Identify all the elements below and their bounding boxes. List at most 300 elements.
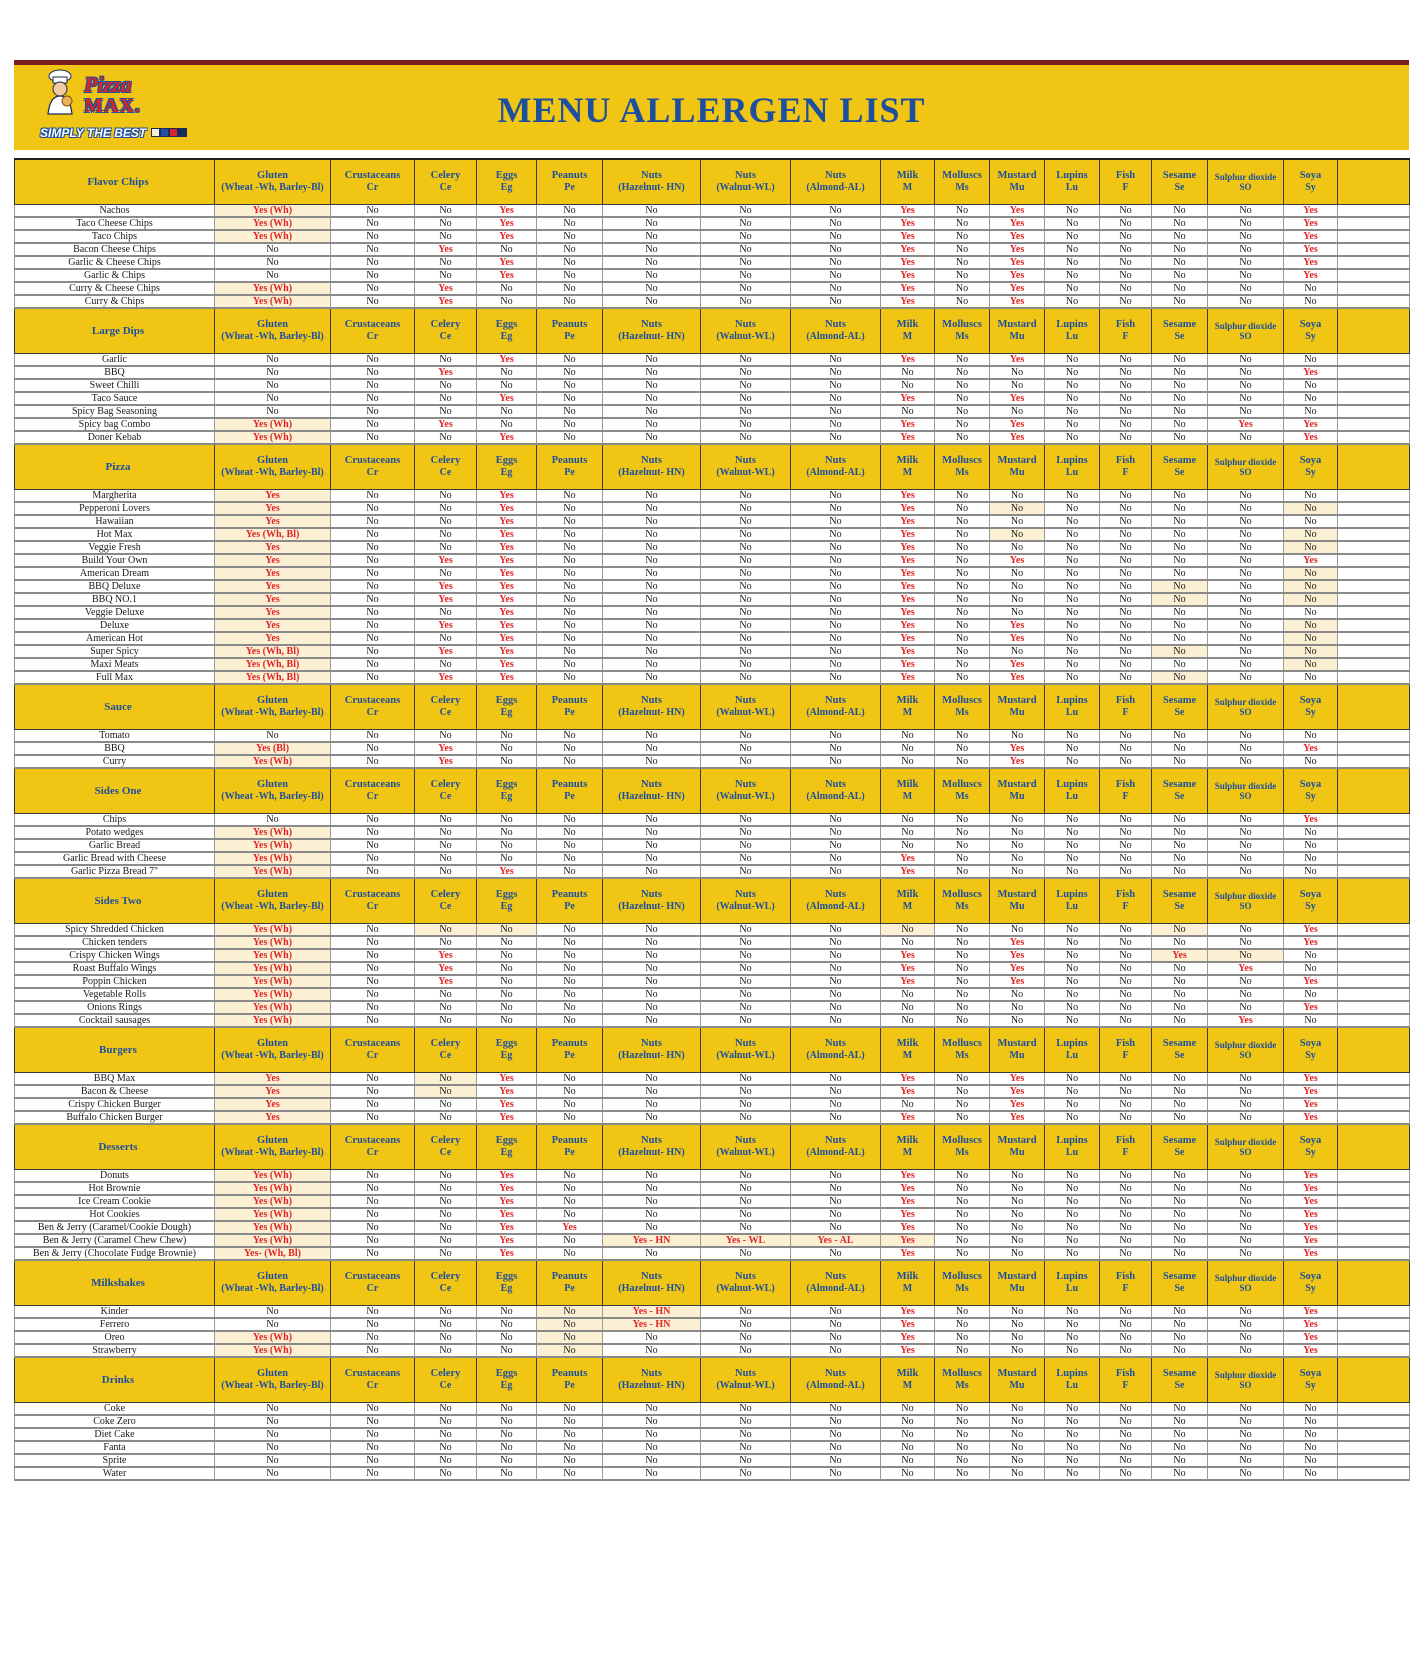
row-spacer (1338, 1169, 1410, 1182)
allergen-cell: No (1045, 826, 1100, 839)
section-title: Large Dips (15, 308, 215, 353)
allergen-cell: No (1045, 1467, 1100, 1480)
column-header-code: Lu (1065, 1283, 1079, 1295)
allergen-cell: No (990, 1344, 1045, 1357)
column-header (1284, 878, 1338, 923)
row-spacer (1338, 1415, 1410, 1428)
allergen-cell: No (701, 515, 791, 528)
item-name: American Hot (15, 632, 215, 645)
column-header-main: Sulphur dioxide (1214, 1272, 1277, 1283)
allergen-cell: No (603, 729, 701, 742)
allergen-cell: No (881, 1014, 935, 1027)
column-header-code: (Hazelnut- HN) (618, 707, 685, 719)
allergen-cell: Yes (Wh) (215, 1208, 331, 1221)
allergen-cell: No (701, 1208, 791, 1221)
allergen-cell: Yes (Wh, Bl) (215, 671, 331, 684)
item-name: Garlic Pizza Bread 7" (15, 865, 215, 878)
column-header-code: Se (1174, 331, 1185, 343)
allergen-cell: No (935, 1195, 990, 1208)
allergen-cell: No (701, 243, 791, 256)
allergen-cell: No (1100, 658, 1152, 671)
allergen-cell: No (477, 1305, 537, 1318)
column-header-main: Peanuts (551, 319, 588, 331)
allergen-cell: No (1152, 619, 1208, 632)
allergen-cell: No (701, 502, 791, 515)
allergen-cell: No (1208, 936, 1284, 949)
allergen-cell: Yes (215, 593, 331, 606)
item-name: Full Max (15, 671, 215, 684)
allergen-cell: No (1208, 379, 1284, 392)
allergen-cell: No (935, 936, 990, 949)
allergen-cell: No (1100, 1111, 1152, 1124)
allergen-cell: No (331, 606, 415, 619)
allergen-cell: Yes (477, 619, 537, 632)
column-header-main: Nuts (734, 1368, 756, 1380)
allergen-cell: No (1152, 1001, 1208, 1014)
allergen-cell: No (415, 567, 477, 580)
column-header-main: Peanuts (551, 779, 588, 791)
allergen-cell: No (791, 671, 881, 684)
allergen-cell: No (1152, 256, 1208, 269)
table-row (15, 619, 1410, 632)
header-spacer (1338, 878, 1410, 923)
row-spacer (1338, 431, 1410, 444)
column-header-code: Eg (500, 901, 513, 913)
column-header-main: Eggs (495, 1038, 518, 1050)
allergen-cell: No (1208, 1169, 1284, 1182)
column-header-code: Lu (1065, 331, 1079, 343)
allergen-cell: No (1208, 353, 1284, 366)
allergen-cell: No (537, 528, 603, 541)
allergen-cell: No (701, 658, 791, 671)
column-header (477, 1027, 537, 1072)
allergen-cell: No (603, 217, 701, 230)
allergen-cell: No (215, 392, 331, 405)
allergen-cell: No (331, 256, 415, 269)
column-header-code: (Hazelnut- HN) (618, 331, 685, 343)
allergen-cell: No (537, 645, 603, 658)
allergen-cell: No (1100, 1441, 1152, 1454)
allergen-cell: No (1100, 1454, 1152, 1467)
allergen-cell: No (537, 580, 603, 593)
column-header (701, 1027, 791, 1072)
column-header (477, 159, 537, 204)
allergen-cell: No (603, 392, 701, 405)
allergen-cell: No (1100, 1234, 1152, 1247)
table-row (15, 755, 1410, 768)
item-name: Ice Cream Cookie (15, 1195, 215, 1208)
allergen-cell: No (701, 1111, 791, 1124)
allergen-cell: No (701, 1169, 791, 1182)
allergen-cell: No (1152, 936, 1208, 949)
column-header-code: Mu (1009, 331, 1025, 343)
allergen-cell: No (791, 1221, 881, 1234)
allergen-cell: No (1100, 813, 1152, 826)
allergen-cell: Yes (881, 632, 935, 645)
row-spacer (1338, 217, 1410, 230)
allergen-cell: No (791, 502, 881, 515)
allergen-cell: No (415, 217, 477, 230)
column-header-code: Ce (439, 1380, 452, 1392)
allergen-cell: No (415, 1072, 477, 1085)
allergen-cell: Yes (881, 1085, 935, 1098)
column-header-main: Gluten (257, 779, 288, 791)
allergen-cell: No (537, 813, 603, 826)
allergen-cell: No (537, 606, 603, 619)
allergen-cell: Yes (1152, 949, 1208, 962)
allergen-cell: No (1208, 567, 1284, 580)
allergen-cell: Yes (990, 632, 1045, 645)
allergen-cell: No (1100, 936, 1152, 949)
row-spacer (1338, 282, 1410, 295)
column-header-main: Mustard (997, 1271, 1037, 1283)
row-spacer (1338, 1182, 1410, 1195)
column-header-code: Eg (500, 1380, 513, 1392)
allergen-cell: No (537, 515, 603, 528)
allergen-cell: No (1100, 269, 1152, 282)
allergen-cell: No (791, 839, 881, 852)
allergen-cell: No (1152, 975, 1208, 988)
allergen-cell: No (791, 528, 881, 541)
allergen-cell: No (701, 1428, 791, 1441)
allergen-cell: No (1208, 1195, 1284, 1208)
column-header-main: Fish (1115, 695, 1136, 707)
allergen-cell: Yes (Wh, Bl) (215, 645, 331, 658)
allergen-cell: No (1284, 755, 1338, 768)
allergen-cell: No (477, 1428, 537, 1441)
allergen-cell: No (791, 826, 881, 839)
allergen-cell: Yes (215, 502, 331, 515)
header-spacer (1338, 308, 1410, 353)
allergen-cell: Yes (477, 645, 537, 658)
allergen-cell: No (1152, 204, 1208, 217)
column-header-code: Pe (564, 467, 575, 479)
allergen-cell: No (1100, 923, 1152, 936)
column-header-main: Nuts (824, 695, 846, 707)
allergen-cell: Yes (477, 269, 537, 282)
allergen-cell: No (881, 839, 935, 852)
allergen-cell: No (415, 353, 477, 366)
allergen-cell: No (1284, 962, 1338, 975)
allergen-cell: No (1208, 1318, 1284, 1331)
allergen-cell: No (1152, 1402, 1208, 1415)
table-row (15, 923, 1410, 936)
allergen-cell: No (1045, 1182, 1100, 1195)
allergen-cell: No (331, 502, 415, 515)
allergen-cell: Yes (215, 1111, 331, 1124)
column-header (537, 878, 603, 923)
column-header (1045, 1260, 1100, 1305)
allergen-cell: Yes (881, 606, 935, 619)
allergen-cell: Yes (881, 1195, 935, 1208)
allergen-cell: No (701, 418, 791, 431)
column-header-code: Ce (439, 331, 452, 343)
allergen-cell: No (791, 243, 881, 256)
column-header-main: Nuts (734, 319, 756, 331)
column-header (881, 878, 935, 923)
allergen-cell: No (1208, 1467, 1284, 1480)
column-header (477, 768, 537, 813)
allergen-cell: No (701, 295, 791, 308)
allergen-cell: No (1208, 813, 1284, 826)
column-header-code: Sy (1305, 331, 1316, 343)
allergen-cell: No (537, 243, 603, 256)
column-header (1152, 159, 1208, 204)
row-spacer (1338, 580, 1410, 593)
column-header-main: Milk (896, 455, 919, 467)
column-header (477, 308, 537, 353)
allergen-cell: No (701, 1318, 791, 1331)
allergen-cell: No (331, 1072, 415, 1085)
column-header-code: (Almond-AL) (806, 1050, 865, 1062)
allergen-cell: No (1045, 418, 1100, 431)
allergen-cell: No (701, 813, 791, 826)
allergen-cell: No (477, 295, 537, 308)
allergen-cell: No (935, 392, 990, 405)
allergen-cell: No (791, 593, 881, 606)
allergen-cell: No (603, 1428, 701, 1441)
column-header-code: M (902, 1283, 913, 1295)
allergen-cell: No (791, 489, 881, 502)
column-header-main: Nuts (824, 889, 846, 901)
allergen-cell: No (331, 230, 415, 243)
allergen-cell: Yes (881, 269, 935, 282)
column-header-code: F (1122, 331, 1129, 343)
allergen-cell: Yes (881, 1182, 935, 1195)
column-header-main: Crustaceans (344, 170, 401, 182)
allergen-cell: No (990, 1221, 1045, 1234)
column-header-main: Fish (1115, 1135, 1136, 1147)
column-header-code: Cr (366, 1380, 379, 1392)
column-header-main: Nuts (734, 779, 756, 791)
allergen-cell: No (1045, 962, 1100, 975)
column-header (1284, 159, 1338, 204)
column-header-main: Molluscs (942, 1368, 982, 1380)
column-header-code: (Wheat -Wh, Barley-Bl) (221, 182, 324, 194)
allergen-cell: No (415, 988, 477, 1001)
allergen-cell: No (1208, 1331, 1284, 1344)
allergen-cell: Yes (990, 742, 1045, 755)
allergen-cell: Yes - AL (791, 1234, 881, 1247)
column-header (415, 1357, 477, 1402)
allergen-cell: No (1284, 1014, 1338, 1027)
allergen-cell: Yes (477, 658, 537, 671)
allergen-cell: No (1152, 230, 1208, 243)
column-header-code: M (902, 467, 913, 479)
column-header-code: SO (1239, 1282, 1252, 1293)
allergen-cell: Yes (990, 755, 1045, 768)
column-header-main: Milk (896, 319, 919, 331)
column-header-main: Nuts (734, 889, 756, 901)
column-header (415, 1124, 477, 1169)
allergen-cell: Yes (477, 593, 537, 606)
table-row (15, 282, 1410, 295)
allergen-cell: No (1152, 1169, 1208, 1182)
row-spacer (1338, 230, 1410, 243)
allergen-cell: No (603, 593, 701, 606)
allergen-cell: No (415, 1234, 477, 1247)
allergen-cell: No (537, 230, 603, 243)
column-header (1284, 684, 1338, 729)
allergen-cell: No (331, 243, 415, 256)
allergen-cell: Yes - HN (603, 1305, 701, 1318)
allergen-cell: No (1208, 1072, 1284, 1085)
allergen-cell: Yes (415, 742, 477, 755)
allergen-cell: No (701, 619, 791, 632)
column-header-main: Sulphur dioxide (1214, 320, 1277, 331)
column-header-main: Lupins (1056, 1271, 1088, 1283)
table-row (15, 1234, 1410, 1247)
allergen-cell: Yes (881, 1305, 935, 1318)
column-header (791, 308, 881, 353)
column-header-code: Sy (1305, 182, 1316, 194)
table-row (15, 852, 1410, 865)
allergen-cell: No (1152, 580, 1208, 593)
allergen-cell: No (1284, 632, 1338, 645)
allergen-cell: No (1152, 671, 1208, 684)
column-header (1208, 1027, 1284, 1072)
column-header-code: Pe (564, 1380, 575, 1392)
allergen-cell: No (1152, 1441, 1208, 1454)
row-spacer (1338, 936, 1410, 949)
item-name: Diet Cake (15, 1428, 215, 1441)
allergen-cell: Yes (881, 852, 935, 865)
column-header-main: Gluten (257, 889, 288, 901)
allergen-cell: No (415, 405, 477, 418)
column-header (1284, 1124, 1338, 1169)
row-spacer (1338, 949, 1410, 962)
column-header (1152, 1357, 1208, 1402)
column-header (701, 1260, 791, 1305)
allergen-cell: No (701, 230, 791, 243)
header-spacer (1338, 444, 1410, 489)
allergen-cell: Yes (415, 619, 477, 632)
allergen-cell: No (1045, 606, 1100, 619)
allergen-cell: No (791, 606, 881, 619)
allergen-cell: No (415, 1182, 477, 1195)
allergen-cell: Yes (881, 1318, 935, 1331)
header-spacer (1338, 1357, 1410, 1402)
column-header (1208, 159, 1284, 204)
allergen-cell: No (331, 1428, 415, 1441)
allergen-cell: No (1100, 1169, 1152, 1182)
allergen-cell: No (1208, 1344, 1284, 1357)
allergen-cell: No (331, 593, 415, 606)
allergen-cell: No (990, 1234, 1045, 1247)
allergen-cell: No (791, 405, 881, 418)
allergen-cell: Yes (Wh) (215, 230, 331, 243)
column-header (1100, 1260, 1152, 1305)
column-header (537, 444, 603, 489)
allergen-cell: No (415, 392, 477, 405)
column-header (701, 878, 791, 923)
allergen-cell: No (477, 1331, 537, 1344)
column-header (477, 1260, 537, 1305)
allergen-cell: No (1284, 852, 1338, 865)
allergen-cell: No (881, 366, 935, 379)
allergen-cell: No (415, 1221, 477, 1234)
allergen-cell: No (1100, 1318, 1152, 1331)
allergen-cell: No (1100, 230, 1152, 243)
table-row (15, 1318, 1410, 1331)
allergen-cell: No (701, 580, 791, 593)
item-name: Ferrero (15, 1318, 215, 1331)
allergen-cell: No (477, 852, 537, 865)
allergen-cell: No (215, 1454, 331, 1467)
column-header-main: Sulphur dioxide (1214, 171, 1277, 182)
allergen-cell: No (1152, 295, 1208, 308)
allergen-cell: No (1100, 580, 1152, 593)
allergen-cell: No (1045, 1001, 1100, 1014)
column-header-main: Mustard (997, 1135, 1037, 1147)
allergen-cell: No (415, 813, 477, 826)
allergen-cell: No (990, 366, 1045, 379)
column-header-main: Mustard (997, 779, 1037, 791)
row-spacer (1338, 366, 1410, 379)
table-row (15, 418, 1410, 431)
allergen-cell: No (935, 1085, 990, 1098)
allergen-cell: No (215, 729, 331, 742)
header-spacer (1338, 768, 1410, 813)
allergen-cell: No (1100, 645, 1152, 658)
column-header (701, 768, 791, 813)
allergen-cell: Yes (1284, 1318, 1338, 1331)
allergen-cell: No (791, 1001, 881, 1014)
allergen-cell: No (537, 1318, 603, 1331)
allergen-cell: No (881, 1441, 935, 1454)
column-header-main: Mustard (997, 319, 1037, 331)
item-name: American Dream (15, 567, 215, 580)
allergen-cell: No (990, 567, 1045, 580)
row-spacer (1338, 1331, 1410, 1344)
allergen-cell: Yes - WL (701, 1234, 791, 1247)
column-header-main: Eggs (495, 1368, 518, 1380)
allergen-cell: No (701, 282, 791, 295)
allergen-cell: No (331, 515, 415, 528)
allergen-cell: No (791, 366, 881, 379)
column-header-main: Lupins (1056, 695, 1088, 707)
allergen-cell: Yes (477, 554, 537, 567)
column-header (603, 1357, 701, 1402)
column-header (935, 308, 990, 353)
allergen-cell: No (537, 554, 603, 567)
column-header (881, 1124, 935, 1169)
allergen-cell: No (935, 755, 990, 768)
column-header (990, 1124, 1045, 1169)
allergen-cell: No (331, 1454, 415, 1467)
allergen-cell: Yes (1284, 975, 1338, 988)
allergen-cell: No (603, 936, 701, 949)
item-name: Garlic Bread (15, 839, 215, 852)
allergen-cell: No (990, 1318, 1045, 1331)
allergen-cell: No (701, 1441, 791, 1454)
column-header (537, 1357, 603, 1402)
allergen-cell: No (537, 379, 603, 392)
allergen-cell: No (415, 606, 477, 619)
allergen-cell: No (791, 1072, 881, 1085)
allergen-cell: No (1045, 1331, 1100, 1344)
allergen-cell: No (537, 405, 603, 418)
column-header-main: Gluten (257, 695, 288, 707)
allergen-cell: No (701, 1305, 791, 1318)
allergen-cell: No (701, 217, 791, 230)
allergen-cell: No (1045, 243, 1100, 256)
column-header-main: Lupins (1056, 170, 1088, 182)
allergen-cell: Yes (881, 1221, 935, 1234)
allergen-cell: No (1045, 1085, 1100, 1098)
allergen-cell: No (1284, 619, 1338, 632)
table-row (15, 1111, 1410, 1124)
